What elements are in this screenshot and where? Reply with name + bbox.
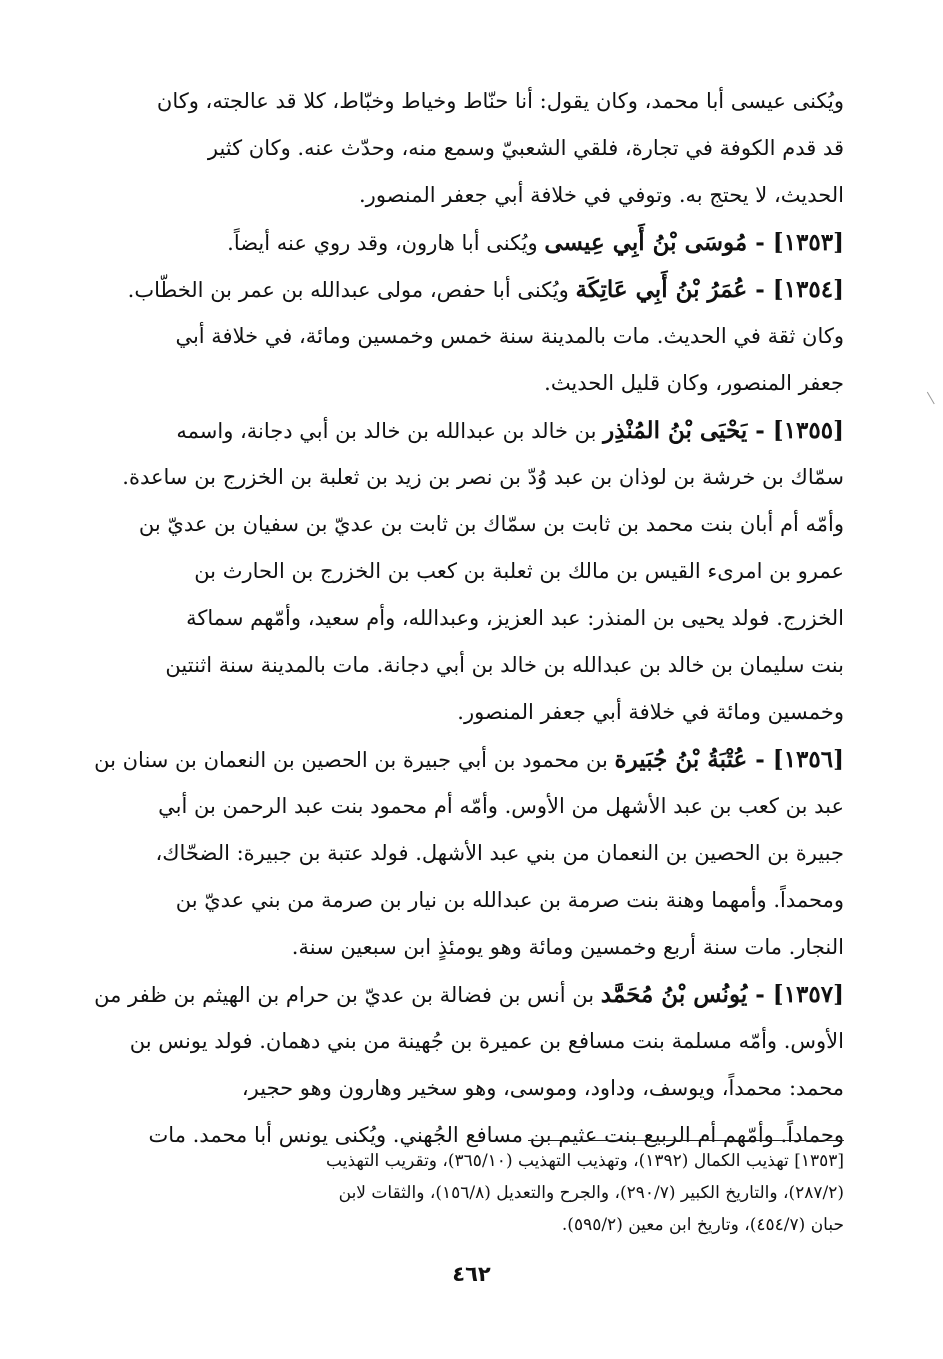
- text-line: عمرو بن امرىء القيس بن مالك بن ثعلبة بن كعب بن الخزرج بن الحارث بن: [194, 559, 844, 583]
- entry-1356-line: [92, 736, 844, 783]
- text-line: بنت سليمان بن خالد بن عبدالله بن خالد بن أبي دجانة. مات بالمدينة سنة اثنتين: [165, 653, 844, 677]
- entry-text: بن خالد بن عبدالله بن خالد بن أبي دجانة، واسمه: [176, 419, 604, 443]
- text-line: جبيرة بن الحصين بن النعمان من بني عبد الأشهل. فولد عتبة بن جبيرة: الضحّاك،: [155, 841, 844, 865]
- footnote-line: حبان (٤٥٤/٧)، وتاريخ ابن معين (٥٩٥/٢).: [561, 1215, 844, 1235]
- footnote-line: [١٣٥٣] تهذيب الكمال (١٣٩٢)، وتهذيب التهذيب (٣٦٥/١٠)، وتقريب التهذيب: [326, 1151, 844, 1171]
- text-line: النجار. مات سنة أربع وخمسين ومائة وهو يومئذٍ ابن سبعين سنة.: [291, 935, 844, 959]
- entry-heading: [١٣٥٤] - عُمَرُ بْنُ أَبِي عَاتِكَة: [575, 276, 844, 303]
- text-line: الحديث، لا يحتج به. وتوفي في خلافة أبي جعفر المنصور.: [359, 183, 844, 207]
- text-line: جعفر المنصور، وكان قليل الحديث.: [544, 371, 844, 395]
- entry-heading: [١٣٥٧] - يُونُس بْنُ مُحَمَّد: [600, 981, 844, 1008]
- entry-heading: [١٣٥٥] - يَحْيَى بْنُ المُنْذِر: [603, 417, 844, 444]
- entry-text: بن أنس بن فضالة بن عديّ بن حرام بن الهيثم بن ظفر من: [94, 983, 601, 1007]
- text-line: ويُكنى عيسى أبا محمد، وكان يقول: أنا حنّاط وخياط وخبّاط، كلا قد عالجته، وكان: [156, 89, 844, 113]
- entry-1355-line: [92, 407, 844, 454]
- text-line: محمد: محمداً، ويوسف، وداود، وموسى، وهو سخير وهارون وهو حجير،: [241, 1076, 844, 1100]
- entry-1357-line: [92, 971, 844, 1018]
- page-number: ٤٦٢: [452, 1262, 491, 1286]
- scan-mark: [927, 390, 938, 405]
- text-line: وخمسين ومائة في خلافة أبي جعفر المنصور.: [457, 700, 844, 724]
- entry-text: بن محمود بن أبي جبيرة بن الحصين بن النعمان بن سنان بن: [94, 748, 615, 772]
- footnotes: [92, 1145, 844, 1241]
- footnote-line: (٢٨٧/٢)، والتاريخ الكبير (٢٩٠/٧)، والجرح والتعديل (١٥٦/٨)، والثقات لابن: [338, 1183, 844, 1203]
- entry-text: ويُكنى أبا هارون، وقد روي عنه أيضاً.: [227, 231, 545, 255]
- text-line: سمّاك بن خرشة بن لوذان بن عبد وُدّ بن نصر بن زيد بن ثعلبة بن الخزرج بن ساعدة.: [122, 465, 844, 489]
- main-text: [92, 78, 844, 1159]
- entry-heading: [١٣٥٣] - مُوسَى بْنُ أَبِي عِيسى: [544, 229, 844, 256]
- text-line: الأوس. وأمّه مسلمة بنت مسافع بن عميرة بن جُهينة من بني دهمان. فولد يونس بن: [129, 1029, 844, 1053]
- entry-1354-line: [92, 266, 844, 313]
- text-line: قد قدم الكوفة في تجارة، فلقي الشعبيّ وسمع منه، وحدّث عنه. وكان كثير: [207, 136, 844, 160]
- text-line: الخزرج. فولد يحيى بن المنذر: عبد العزيز، وعبدالله، وأم سعيد، وأمّهم سماكة: [186, 606, 844, 630]
- text-line: وأمّه أم أبان بنت محمد بن ثابت بن سمّاك بن ثابت بن عديّ بن سفيان بن عديّ بن: [138, 512, 844, 536]
- text-line: عبد بن كعب بن عبد الأشهل من الأوس. وأمّه أم محمود بنت عبد الرحمن بن أبي: [158, 794, 844, 818]
- text-line: وحماداً. وأمّهم أم الربيع بنت عثيم بن مسافع الجُهني. ويُكنى يونس أبا محمد. مات: [148, 1123, 844, 1147]
- entry-text: ويُكنى أبا حفص، مولى عبدالله بن عمر بن الخطّاب.: [127, 278, 576, 302]
- text-line: وكان ثقة في الحديث. مات بالمدينة سنة خمس وخمسين ومائة، في خلافة أبي: [175, 324, 844, 348]
- entry-1353-line: [92, 219, 844, 266]
- footnote-divider: [528, 1140, 844, 1141]
- entry-heading: [١٣٥٦] - عُتْبَةُ بْنُ جُبَيرة: [614, 746, 844, 773]
- text-line: ومحمداً. وأمهما وهنة بنت صرمة بن عبدالله بن نيار بن صرمة من بني عديّ بن: [175, 888, 844, 912]
